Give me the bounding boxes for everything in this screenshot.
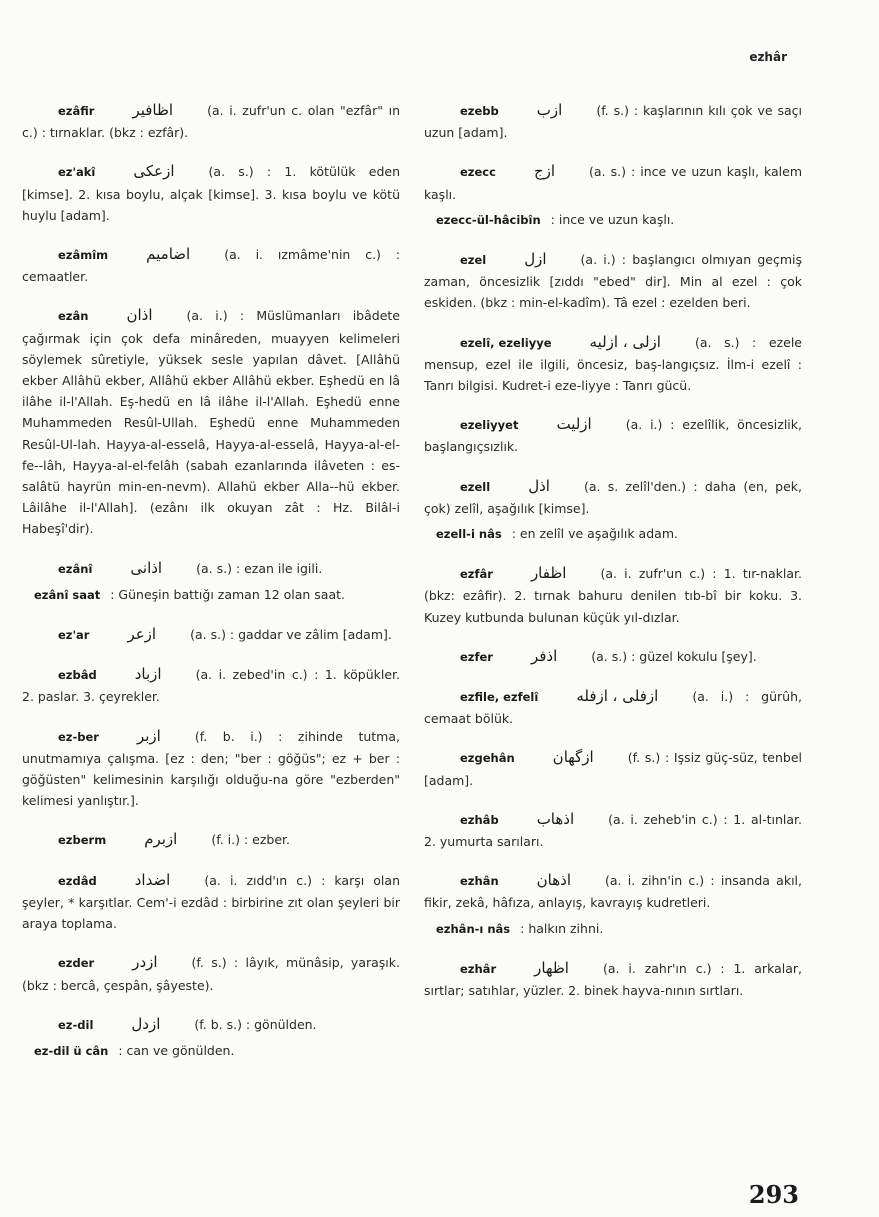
dictionary-entry bbox=[22, 870, 400, 935]
entry-headword: ezfile, ezfelî bbox=[460, 690, 539, 705]
entry-definition: (a. i. zıdd'ın c.) : karşı olan şeyler, * karşıtlar. Cem'-i ezdâd : birbirine zıt olan şeyleri bir araya toplama. bbox=[22, 872, 400, 932]
entry-arabic-script: ازدل bbox=[131, 1014, 161, 1033]
entry-arabic-script: اذهان bbox=[536, 871, 571, 890]
dictionary-entry bbox=[424, 646, 802, 668]
entry-headword: ez-dil bbox=[58, 1017, 94, 1032]
entry-headword: ezfâr bbox=[460, 567, 493, 582]
entry-headword: ez'akî bbox=[58, 165, 96, 180]
entry-definition: (a. i. zihn'in c.) : insanda akıl, fikir, zekâ, hâfıza, anlayış, kavrayış kudretleri. bbox=[424, 873, 802, 911]
dictionary-entry bbox=[424, 414, 802, 457]
entry-headword: ezell bbox=[460, 479, 491, 494]
entry-headword: ezhâb bbox=[460, 812, 499, 827]
entry-arabic-script: ازبر bbox=[136, 726, 161, 745]
entry-headword: ezbâd bbox=[58, 668, 97, 683]
entry-definition: (f. i.) : ezber. bbox=[211, 832, 290, 848]
entry-definition: (a. i.) : gürûh, cemaat bölük. bbox=[424, 689, 802, 727]
sub-entry bbox=[424, 918, 802, 940]
entry-arabic-script: اذان bbox=[126, 306, 153, 325]
entry-arabic-script: ازليت bbox=[556, 415, 592, 434]
left-column bbox=[22, 100, 400, 1080]
entry-definition: (a. s.) : gaddar ve zâlim [adam]. bbox=[190, 627, 392, 643]
dictionary-entry bbox=[424, 747, 802, 790]
sub-entry-definition: : ince ve uzun kaşlı. bbox=[550, 211, 675, 227]
entry-definition: (a. s.) : 1. kötülük eden [kimse]. 2. kısa boylu, alçak [kimse]. 3. kısa boylu ve kötü huylu [adam]. bbox=[22, 164, 400, 223]
entry-headword: ezecc bbox=[460, 165, 496, 180]
entry-headword: ezelî, ezeliyye bbox=[460, 335, 552, 350]
sub-entry-definition: : halkın zihni. bbox=[520, 920, 604, 936]
dictionary-entry bbox=[424, 958, 802, 1001]
entry-definition: (a. i. ızmâme'nin c.) : cemaatler. bbox=[22, 247, 400, 285]
entry-headword: ezânî bbox=[58, 561, 93, 576]
sub-entry bbox=[22, 1040, 400, 1062]
sub-entry-definition: : can ve gönülden. bbox=[118, 1042, 235, 1058]
entry-headword: ezder bbox=[58, 956, 95, 971]
sub-entry-definition: : en zelîl ve aşağılık adam. bbox=[511, 526, 678, 542]
entry-arabic-script: اضداد bbox=[134, 870, 171, 889]
entry-definition: (a. i. zebed'in c.) : 1. köpükler. 2. paslar. 3. çeyrekler. bbox=[22, 667, 400, 705]
dictionary-entry bbox=[22, 952, 400, 995]
dictionary-entry bbox=[424, 100, 802, 143]
dictionary-entry bbox=[22, 624, 400, 646]
dictionary-entry bbox=[22, 161, 400, 226]
entry-arabic-script: ازدر bbox=[132, 953, 158, 972]
entry-headword: ezgehân bbox=[460, 751, 515, 766]
entry-headword: ezhân bbox=[460, 874, 499, 889]
entry-definition: (a. i. zufr'un c.) : 1. tır-naklar. (bkz: ezâfir). 2. tırnak bahuru denilen tıb-bî bir koku. 3. Kuzey kutbunda bulunan küçük yıl-dızlar. bbox=[424, 566, 802, 625]
dictionary-entry bbox=[424, 686, 802, 729]
entry-headword: ezâmîm bbox=[58, 248, 109, 263]
sub-entry-headword: ezânî saat bbox=[34, 587, 101, 602]
entry-arabic-script: اظافير bbox=[132, 101, 174, 119]
entry-headword: ezeliyyet bbox=[460, 418, 519, 433]
dictionary-entry bbox=[424, 476, 802, 519]
entry-definition: (a. i.) : ezelîlik, öncesizlik, başlangıçsızlık. bbox=[424, 417, 802, 455]
entry-headword: ezâfir bbox=[58, 104, 95, 118]
sub-entry-headword: ezell-i nâs bbox=[436, 527, 502, 542]
entry-arabic-script: ازج bbox=[533, 162, 556, 181]
entry-headword: ezel bbox=[460, 253, 487, 268]
entry-definition: (f. b. s.) : gönülden. bbox=[194, 1016, 317, 1032]
entry-definition: (f. s.) : kaşlarının kılı çok ve saçı uzun [adam]. bbox=[424, 103, 802, 141]
page-number: 293 bbox=[748, 1180, 799, 1209]
dictionary-entry bbox=[22, 726, 400, 812]
entry-definition: (a. i. zeheb'in c.) : 1. al-tınlar. 2. yumurta sarıları. bbox=[424, 811, 802, 850]
entry-arabic-script: ازعكى bbox=[133, 162, 175, 181]
entry-arabic-script: اذفر bbox=[530, 646, 558, 665]
dictionary-entry bbox=[424, 563, 802, 628]
entry-headword: ezdâd bbox=[58, 873, 97, 888]
dictionary-entry bbox=[424, 809, 802, 852]
dictionary-entry bbox=[424, 332, 802, 397]
right-column bbox=[424, 100, 802, 1019]
sub-entry-headword: ezhân-ı nâs bbox=[436, 921, 511, 936]
entry-definition: (a. i. zahr'ın c.) : 1. arkalar, sırtlar; satıhlar, yüzler. 2. binek hayva-nının sırtları. bbox=[424, 960, 802, 999]
entry-arabic-script: ازگهان bbox=[552, 748, 594, 767]
entry-arabic-script: ازعر bbox=[127, 625, 157, 644]
running-header: ezhâr bbox=[749, 50, 787, 64]
entry-definition: (f. b. i.) : zihinde tutma, unutmamıya çalışma. [ez : den; "ber : göğüs"; ez + ber : göğüsten" kelimesinin karşılığı olduğu-na göre "ezberden" kelimesi yanlıştır.]. bbox=[22, 728, 400, 809]
dictionary-entry bbox=[22, 100, 400, 143]
entry-definition: (f. s.) : lâyık, münâsip, yaraşık. (bkz : bercâ, çespân, şâyeste). bbox=[22, 955, 400, 993]
entry-arabic-script: ازباد bbox=[134, 665, 162, 684]
entry-definition: (a. s.) : güzel kokulu [şey]. bbox=[591, 648, 757, 664]
entry-headword: ezfer bbox=[460, 649, 493, 664]
entry-arabic-script: ازل bbox=[524, 250, 547, 269]
entry-definition: (a. s. zelîl'den.) : daha (en, pek, çok) zelîl, aşağılık [kimse]. bbox=[424, 478, 802, 516]
entry-definition: (a. s.) : ezan ile igili. bbox=[196, 560, 323, 576]
entry-arabic-script: اذهاب bbox=[536, 809, 575, 828]
dictionary-entry bbox=[22, 244, 400, 287]
sub-entry bbox=[424, 209, 802, 231]
sub-entry-definition: : Güneşin battığı zaman 12 olan saat. bbox=[110, 586, 346, 602]
dictionary-entry bbox=[22, 558, 400, 580]
entry-headword: ezberm bbox=[58, 833, 107, 848]
entry-definition: (f. s.) : Işsiz güç-süz, tenbel [adam]. bbox=[424, 750, 802, 788]
dictionary-entry bbox=[22, 664, 400, 707]
dictionary-entry bbox=[22, 305, 400, 539]
entry-arabic-script: ازب bbox=[536, 101, 563, 119]
dictionary-entry bbox=[22, 1014, 400, 1036]
sub-entry bbox=[22, 584, 400, 606]
sub-entry bbox=[424, 523, 802, 545]
entry-arabic-script: اضاميم bbox=[146, 245, 191, 264]
entry-definition: (a. i.) : başlangıcı olmıyan geçmiş zaman, öncesizlik [zıddı "ebed" dir]. Min al ezel : çok eskiden. (bkz : min-el-kadîm). Tâ ezel : ezelden beri. bbox=[424, 252, 802, 311]
entry-arabic-script: اذانى bbox=[130, 558, 163, 577]
dictionary-entry bbox=[424, 161, 802, 204]
entry-definition: (a. s.) : ezele mensup, ezel ile ilgili, öncesiz, baş-langıçsız. İlm-i ezelî : Tanrı bilgisi. Kudret-i eze-liyye : Tanrı gücü. bbox=[424, 334, 802, 394]
entry-arabic-script: اظهار bbox=[534, 958, 569, 977]
entry-headword: ezhâr bbox=[460, 961, 497, 976]
entry-arabic-script: اذل bbox=[528, 476, 550, 495]
entry-arabic-script: ازلى ، ازليه bbox=[589, 332, 661, 351]
sub-entry-headword: ez-dil ü cân bbox=[34, 1043, 109, 1058]
entry-headword: ez-ber bbox=[58, 729, 99, 744]
dictionary-entry bbox=[424, 870, 802, 913]
entry-headword: ezebb bbox=[460, 104, 499, 118]
entry-definition: (a. i.) : Müslümanları ibâdete çağırmak için çok defa minâreden, muayyen kelimeleri söylemek sûretiyle, yüksek sesle yapılan dâvet. [Allâhü ekber Allâhü ekber, Allâhü ekber Allâhü ekber. Eşhedü en lâ ilâhe il-l'Allah. Eş-hedü en lâ ilâhe il-l'Allah. Eşhedü enne Muhammeden Resûl-Ullah. Eşhedü enne Muhammeden Resûl-Ul-lah. Hayya-al-esselâ, Hayya-al-esselâ, Hayya-al-el-fe--lâh, Hayya-al-el-felâh (sabah ezanlarında ilâveten : es-salâtü hayrün min-en-nevm). Allahü ekber Alla--hü ekber. Lâilâhe il-l'Allah]. (ezânı ilk okuyan zât : Hz. Bilâl-i Habeşî'dir). bbox=[22, 308, 400, 537]
dictionary-entry bbox=[22, 829, 400, 851]
entry-arabic-script: ازبرم bbox=[144, 830, 178, 849]
sub-entry-headword: ezecc-ül-hâcibîn bbox=[436, 212, 541, 227]
entry-headword: ez'ar bbox=[58, 628, 90, 643]
entry-definition: (a. s.) : ince ve uzun kaşlı, kalem kaşlı. bbox=[424, 164, 802, 202]
entry-definition: (a. i. zufr'un c. olan "ezfâr" ın c.) : tırnaklar. (bkz : ezfâr). bbox=[22, 103, 400, 141]
entry-arabic-script: اظفار bbox=[530, 564, 567, 583]
entry-arabic-script: ازفلى ، ازفله bbox=[576, 687, 659, 706]
entry-headword: ezân bbox=[58, 309, 89, 324]
dictionary-entry bbox=[424, 249, 802, 314]
